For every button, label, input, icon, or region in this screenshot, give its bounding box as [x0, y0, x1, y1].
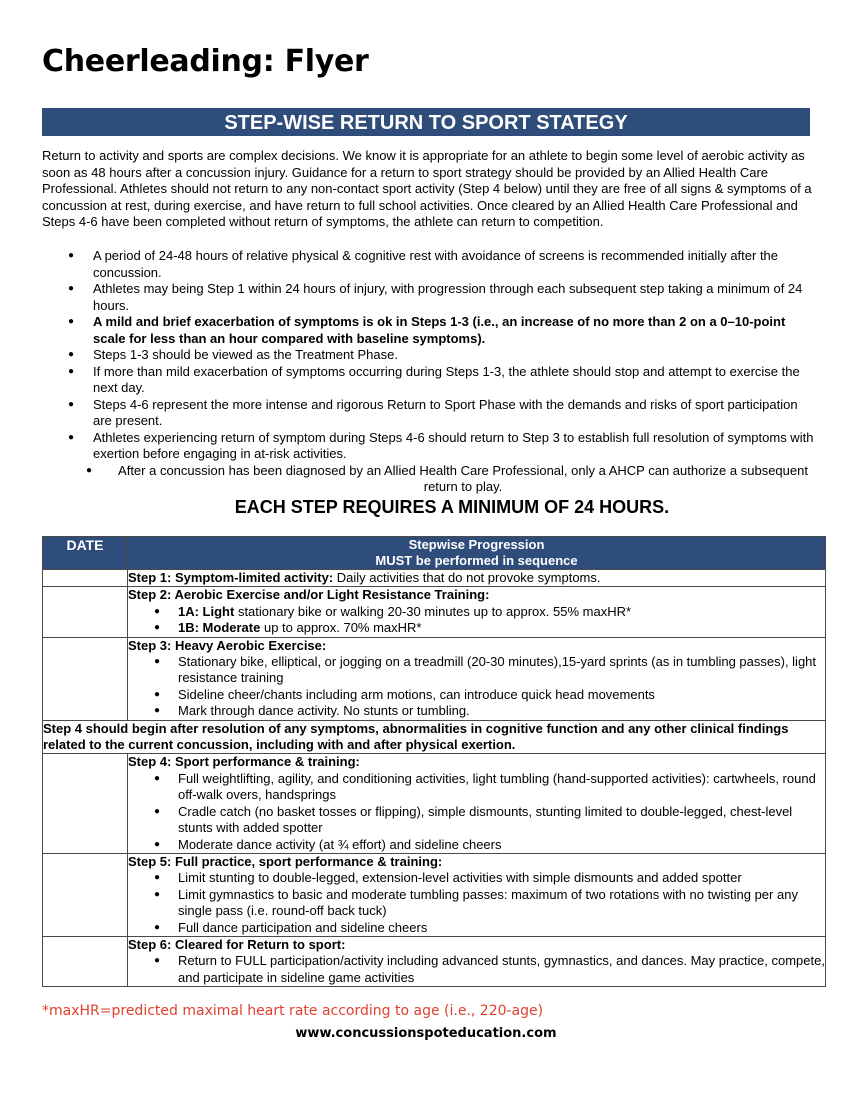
step-item: ● Full dance participation and sideline cheers: [128, 920, 825, 936]
step-item: [128, 604, 825, 620]
bullet-item: ● If more than mild exacerbation of symptoms occurring during Steps 1-3, the athlete should stop and attempt to exercise the next day.: [42, 364, 814, 397]
sub-bullet-item: ● After a concussion has been diagnosed by an Allied Health Care Professional, only a AHCP can authorize a subsequent return to play.: [42, 463, 814, 496]
step-5-cell: [128, 853, 826, 936]
table-row: [43, 720, 826, 754]
bullet-item: ● Steps 4-6 represent the more intense and rigorous Return to Sport Phase with the demands and risks of sport participation are present.: [42, 397, 814, 430]
step-item-text: up to approx. 70% maxHR*: [260, 620, 422, 636]
step-item-list: [128, 654, 825, 720]
bullet-item: ● Athletes experiencing return of symptom during Steps 4-6 should return to Step 3 to establish full resolution of symptoms with exertion before engaging in at-risk activities.: [42, 430, 814, 463]
step-item: ● Mark through dance activity. No stunts or tumbling.: [128, 703, 825, 719]
step-title: Step 3: Heavy Aerobic Exercise:: [128, 637, 327, 653]
step-item-list: [128, 771, 825, 853]
step-item: [128, 620, 825, 636]
step-text: Daily activities that do not provoke symptoms.: [333, 570, 601, 585]
progression-column-header: [128, 537, 826, 570]
strategy-banner: STEP-WISE RETURN TO SPORT STATEGY: [42, 108, 810, 136]
step-item-label: 1B: Moderate: [178, 620, 261, 636]
page-title: Cheerleading: Flyer: [42, 44, 369, 79]
table-row: [43, 754, 826, 853]
date-cell[interactable]: [43, 936, 128, 986]
progression-header-subtitle: MUST be performed in sequence: [375, 553, 578, 568]
step-title: Step 4: Sport performance & training:: [128, 754, 360, 770]
progression-header-title: Stepwise Progression: [408, 537, 545, 552]
step-6-cell: [128, 936, 826, 986]
step-item: ● Limit stunting to double-legged, extension-level activities with simple dismounts and added spotter: [128, 870, 825, 886]
minimum-hours-note: EACH STEP REQUIRES A MINIMUM OF 24 HOURS.: [234, 497, 670, 517]
step-item-label: 1A: Light: [178, 603, 235, 619]
bullet-item: ● A mild and brief exacerbation of symptoms is ok in Steps 1-3 (i.e., an increase of no more than 2 on a 0–10-point scale for less than an hour compared with baseline symptoms).: [42, 314, 814, 347]
step-item-list: [128, 953, 825, 986]
step-item: ● Return to FULL participation/activity including advanced stunts, gymnastics, and dances. May practice, compete, and participate in sideline game activities: [128, 953, 825, 986]
date-cell[interactable]: [43, 754, 128, 853]
table-row: [43, 853, 826, 936]
step-item: ● Cradle catch (no basket tosses or flipping), simple dismounts, stunting limited to double-legged, chest-level stunts with added spotter: [128, 804, 825, 837]
step-item: ● Stationary bike, elliptical, or jogging on a treadmill (20-30 minutes),15-yard sprints (as in tumbling passes), light resistance training: [128, 654, 825, 687]
step-title: Step 2: Aerobic Exercise and/or Light Resistance Training:: [128, 587, 490, 603]
bullet-item: ● Athletes may being Step 1 within 24 hours of injury, with progression through each subsequent step taking a minimum of 24 hours.: [42, 281, 814, 314]
date-cell[interactable]: [43, 637, 128, 720]
date-cell[interactable]: [43, 587, 128, 637]
step-3-cell: [128, 637, 826, 720]
table-row: [43, 570, 826, 587]
step-item: ● Limit gymnastics to basic and moderate tumbling passes: maximum of two rotations with no twisting per any single pass (i.e. round-off back tuck): [128, 887, 825, 920]
step-4-cell: [128, 754, 826, 853]
website-url: www.concussionspoteducation.com: [295, 1026, 557, 1041]
step-item-list: [128, 604, 825, 637]
date-cell[interactable]: [43, 853, 128, 936]
table-row: [43, 637, 826, 720]
maxhr-footnote: *maxHR=predicted maximal heart rate according to age (i.e., 220-age): [42, 1003, 544, 1019]
step-2-cell: [128, 587, 826, 637]
step-item: ● Full weightlifting, agility, and conditioning activities, light tumbling (hand-supported activities): cartwheels, round off-walk overs, handsprings: [128, 771, 825, 804]
step-1-cell: [128, 570, 826, 587]
table-header-row: [43, 537, 826, 570]
step-title: Step 5: Full practice, sport performance & training:: [128, 853, 443, 869]
step-4-requirement-note: Step 4 should begin after resolution of any symptoms, abnormalities in cognitive function and any other clinical findings related to the current concussion, including with and after physical exertion.: [43, 720, 826, 754]
step-title: Step 6: Cleared for Return to sport:: [128, 936, 346, 952]
guidance-bullet-list: [42, 248, 814, 496]
date-column-header: DATE: [43, 537, 128, 570]
bullet-item: ● A period of 24-48 hours of relative physical & cognitive rest with avoidance of screens is recommended initially after the concussion.: [42, 248, 814, 281]
bullet-item: ● Steps 1-3 should be viewed as the Treatment Phase.: [42, 347, 814, 364]
stepwise-progression-table: [42, 536, 826, 987]
table-row: [43, 587, 826, 637]
step-title: Step 1: Symptom-limited activity:: [128, 570, 334, 585]
table-row: [43, 936, 826, 986]
intro-paragraph: Return to activity and sports are complex decisions. We know it is appropriate for an athlete to begin some level of aerobic activity as soon as 48 hours after a concussion injury. Guidance for a return to sport strategy should be provided by an Allied Health Care Professional. Athletes should not return to any non-contact sport activity (Step 4 below) until they are free of all signs & symptoms of a concussion at rest, during exercise, and have return to full school activities. Once cleared by an Allied Health Care Professional and Steps 4-6 have been completed without return of symptoms, the athlete can return to competition.: [42, 148, 812, 229]
date-cell[interactable]: [43, 570, 128, 587]
step-item-text: stationary bike or walking 20-30 minutes up to approx. 55% maxHR*: [234, 603, 632, 619]
step-item: ● Moderate dance activity (at ¾ effort) and sideline cheers: [128, 837, 825, 853]
step-item-list: [128, 870, 825, 936]
step-item: ● Sideline cheer/chants including arm motions, can introduce quick head movements: [128, 687, 825, 703]
